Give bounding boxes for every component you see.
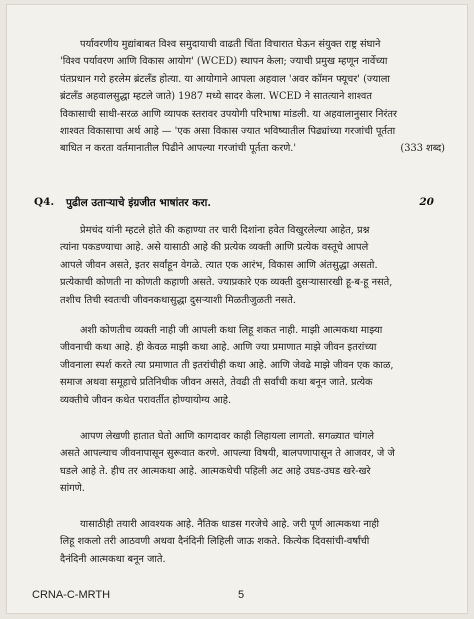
passage-line: घडले आहे ते. हीच तर आत्मकथा आहे. आत्मकथेची पहिली अट आहे उघड-उघड खरे-खरे: [60, 465, 371, 477]
passage-line: अशी कोणतीच व्यक्ती नाही जी आपली कथा लिहू शकत नाही. माझी आत्मकथा माझ्या: [80, 325, 383, 336]
page-number: 5: [238, 589, 245, 601]
passage-line: जीवनाला स्पर्श करते त्या प्रमाणात ती इतरांचीही कथा आहे. आणि जेवढे माझे जीवन एक काळ,: [60, 359, 394, 371]
passage-line: तशीच तिची स्वतःची जीवनकथासुद्धा दुसऱ्याशी मिळतीजुळती नसते.: [60, 294, 296, 306]
passage-line: प्रेमचंद यांनी म्हटले होते की कहाण्या तर चारी दिशांना हवेत विखुरलेल्या आहेत, प्रश्न: [80, 225, 370, 236]
word-count: (333 शब्द): [400, 143, 445, 155]
passage-line: बाधित न करता वर्तमानातील पिढीने आपल्या गरजांची पूर्तता करणे.': [60, 143, 297, 155]
passage-line: जीवनाची कथा आहे. ही केवळ माझी कथा आहे. आणि ज्या प्रमाणात माझे जीवन इतरांच्या: [60, 342, 377, 354]
passage-paragraph-2: [60, 322, 445, 409]
passage-line: विकासाची साधी-सरळ आणि व्यापक स्तरावर उपयोगी परिभाषा मांडली. या अहवालानुसार निरंतर: [60, 108, 398, 120]
passage-environment: [60, 36, 445, 158]
question-marks: 20: [419, 196, 434, 208]
passage-line: यासाठीही तयारी आवश्यक आहे. नैतिक धाडस गरजेचे आहे. जरी पूर्ण आत्मकथा नाही: [80, 519, 380, 530]
passage-paragraph-1: [60, 222, 445, 309]
passage-line: शाश्वत विकासाचा अर्थ आहे — 'एक असा विकास ज्यात भविष्यातील पिढ्यांच्या गरजांची पूर्तता: [60, 126, 396, 138]
question-title: पुढील उताऱ्याचे इंग्रजीत भाषांतर करा.: [66, 197, 211, 209]
passage-line: पर्यावरणीय मुद्यांबाबत विश्व समुदायाची वाढती चिंता विचारात घेऊन संयुक्त राष्ट्र संघाने: [80, 39, 381, 50]
passage-line: लिहू शकलो तरी आठवणी अथवा दैनंदिनी लिहिली जाऊ शकते. कित्येक दिवसांची-वर्षांची: [60, 536, 370, 548]
passage-paragraph-4: [60, 516, 445, 568]
passage-line: असते आपल्याच जीवनापासून सुरूवात करणे. आपल्या विषयी, बालपणापासून ते आजवर, जे जे: [60, 448, 395, 460]
exam-page: [6, 4, 468, 614]
passage-line: दैनंदिनी आत्मकथा बनून जाते.: [60, 553, 166, 565]
passage-line: ब्रंटलँड अहवालसुद्धा म्हटले जाते) 1987 मध्ये सादर केला. WCED ने सातत्याने शाश्वत: [60, 91, 372, 103]
passage-line: प्रत्येकाची कोणती ना कोणती कहाणी असते. ज्याप्रकारे एक व्यक्ती दुसऱ्यासारखी हू-ब-हू नसते,: [60, 277, 393, 289]
passage-line: व्यक्तीचे जीवन कथेत परावर्तीत होण्यायोग्य आहे.: [60, 394, 232, 406]
passage-line: समाज अथवा समूहाचे प्रतिनिधीक जीवन असते, तेवढी ती सर्वांची कथा बनून जाते. प्रत्येक: [60, 377, 373, 389]
passage-paragraph-3: [60, 428, 445, 498]
passage-line: सांगणे.: [60, 483, 85, 495]
passage-line: आपले जीवन असते, इतर सर्वांहून वेगळे. त्यात एक आरंभ, विकास आणि अंतसुद्धा असतो.: [60, 259, 378, 271]
passage-line-last: [60, 140, 445, 157]
passage-line: आपण लेखणी हातात घेतो आणि कागदावर काही लिहायला लागतो. सगळ्यात चांगले: [80, 431, 374, 442]
passage-line: 'विश्व पर्यावरण आणि विकास आयोग' (WCED) स्थापन केला; ज्याची प्रमुख म्हणून नार्वेच्या: [60, 56, 388, 68]
passage-line: त्यांना पकडण्याचा आहे. असे यासाठी आहे की प्रत्येक व्यक्ती आणि प्रत्येक वस्तूचे आपले: [60, 242, 369, 254]
passage-line: पंतप्रधान गरो हरलेम ब्रंटलँड होत्या. या आयोगाने आपला अहवाल 'अवर कॉमन फ्यूचर' (ज्याला: [60, 73, 390, 85]
paper-code: CRNA-C-MRTH: [32, 589, 111, 601]
question-number: Q4.: [34, 196, 55, 208]
